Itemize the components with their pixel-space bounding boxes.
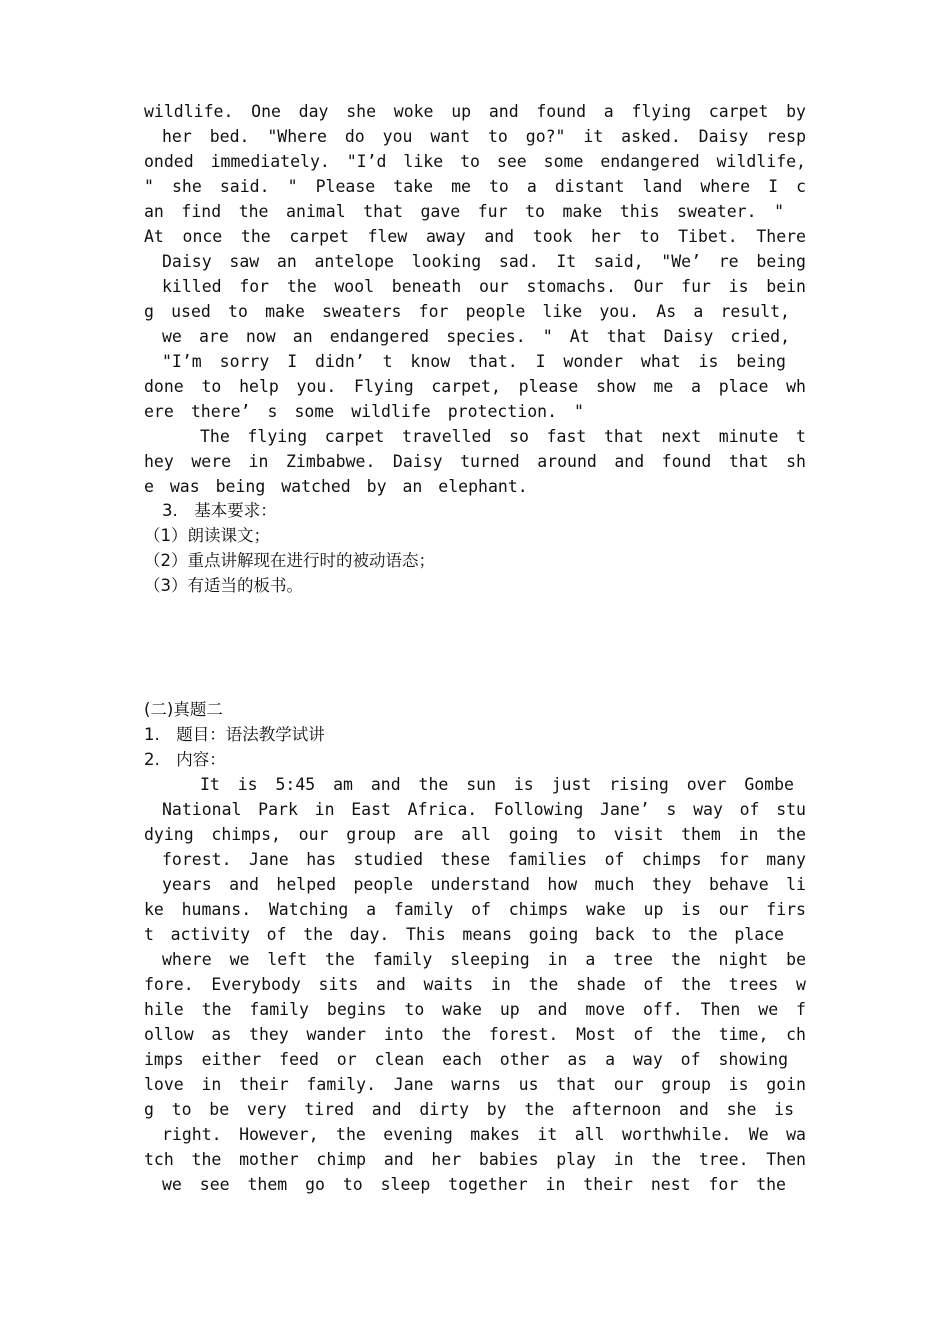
requirements-heading: 3. 基本要求： — [162, 501, 277, 520]
passage1-line: g used to make sweaters for people like you. As a result, — [144, 302, 790, 321]
passage1-line: "I’m sorry I didn’ t know that. I wonder what is being — [162, 352, 786, 371]
passage1-line: onded immediately. "I’d like to see some endangered wildlife, — [144, 152, 806, 171]
passage2-line: It is 5:45 am and the sun is just rising over Gombe — [200, 775, 794, 794]
topic-line: 1. 题目：语法教学试讲 — [144, 725, 325, 744]
requirement-item: （1）朗读课文； — [144, 526, 270, 545]
section-heading: (二)真题二 — [144, 700, 223, 719]
passage2-line: we see them go to sleep together in their nest for the — [162, 1175, 786, 1194]
passage1-line: Daisy saw an antelope looking sad. It said, "We’ re being — [162, 252, 806, 271]
passage1-line: killed for the wool beneath our stomachs. Our fur is bein — [162, 277, 806, 296]
passage2-line: dying chimps, our group are all going to visit them in the — [144, 825, 806, 844]
passage1-line: done to help you. Flying carpet, please show me a place wh — [144, 377, 806, 396]
passage2-line: fore. Everybody sits and waits in the shade of the trees w — [144, 975, 806, 994]
passage1-line: The flying carpet travelled so fast that next minute t — [200, 427, 806, 446]
requirement-item: （3）有适当的板书。 — [144, 576, 303, 595]
passage2-line: tch the mother chimp and her babies play in the tree. Then — [144, 1150, 806, 1169]
passage2-line: forest. Jane has studied these families of chimps for many — [162, 850, 806, 869]
passage1-line: wildlife. One day she woke up and found a flying carpet by — [144, 102, 806, 121]
passage2-line: where we left the family sleeping in a tree the night be — [162, 950, 806, 969]
passage2-line: ke humans. Watching a family of chimps wake up is our firs — [144, 900, 806, 919]
passage1-line: an find the animal that gave fur to make this sweater. " — [144, 202, 784, 221]
passage1-line: e was being watched by an elephant. — [144, 477, 528, 496]
content-label: 2. 内容： — [144, 750, 226, 769]
passage1-line: " she said. " Please take me to a distant land where I c — [144, 177, 806, 196]
passage1-line: ere there’ s some wildlife protection. " — [144, 402, 584, 421]
passage2-line: right. However, the evening makes it all worthwhile. We wa — [162, 1125, 806, 1144]
requirement-item: （2）重点讲解现在进行时的被动语态； — [144, 551, 435, 570]
passage2-line: imps either feed or clean each other as a way of showing — [144, 1050, 788, 1069]
passage1-line: we are now an endangered species. " At that Daisy cried, — [162, 327, 790, 346]
passage2-line: National Park in East Africa. Following Jane’ s way of stu — [162, 800, 806, 819]
passage2-line: hile the family begins to wake up and move off. Then we f — [144, 1000, 806, 1019]
passage1-line: hey were in Zimbabwe. Daisy turned around and found that sh — [144, 452, 806, 471]
passage2-line: years and helped people understand how much they behave li — [162, 875, 806, 894]
passage2-line: love in their family. Jane warns us that our group is goin — [144, 1075, 806, 1094]
passage2-line: g to be very tired and dirty by the afternoon and she is — [144, 1100, 794, 1119]
passage2-line: t activity of the day. This means going back to the place — [144, 925, 784, 944]
passage1-line: At once the carpet flew away and took her to Tibet. There — [144, 227, 806, 246]
passage1-line: her bed. "Where do you want to go?" it asked. Daisy resp — [162, 127, 806, 146]
passage2-line: ollow as they wander into the forest. Most of the time, ch — [144, 1025, 806, 1044]
